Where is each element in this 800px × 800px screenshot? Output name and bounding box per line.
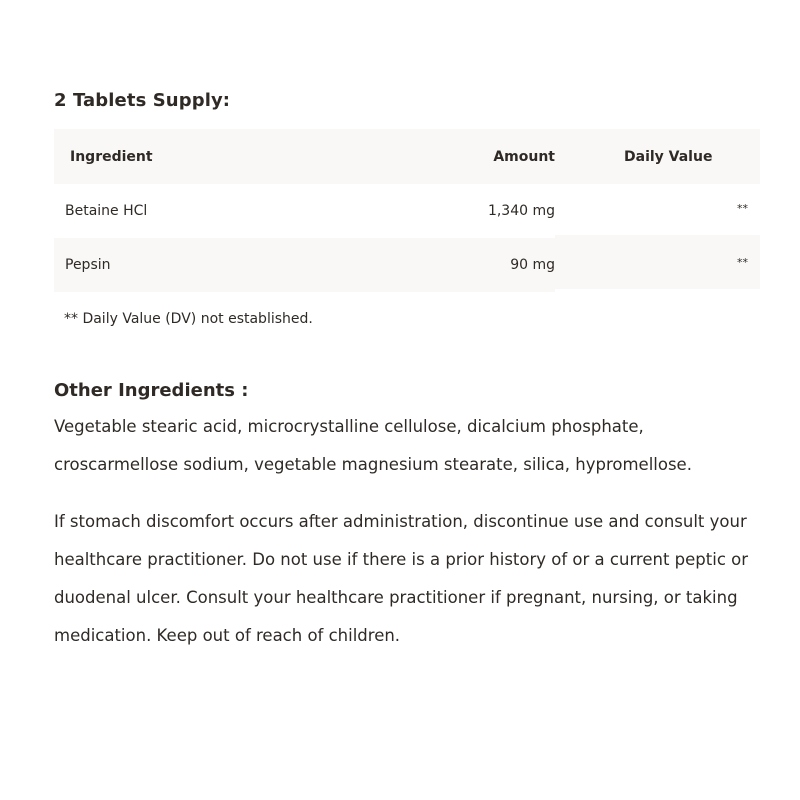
daily-value-footnote: ** Daily Value (DV) not established. [64,311,313,327]
ingredient-name: Pepsin [54,238,475,292]
warning-text: If stomach discomfort occurs after administration, discontinue use and consult your healthcare practitioner. Do not use if there is a prior history of or a current peptic or duodenal ulcer. Consult your healthcare practitioner if pregnant, nursing, or taking medication. Keep out of reach of children. [54,512,749,645]
column-header-ingredient: Ingredient [54,129,475,184]
other-ingredients-title: Other Ingredients : [54,380,249,401]
supplement-facts-section [54,88,760,655]
ingredient-amount: 90 mg [475,238,555,292]
table-row [54,184,760,238]
table-header-row [54,129,760,184]
table-row [54,238,760,292]
other-ingredients-text: Vegetable stearic acid, microcrystalline cellulose, dicalcium phosphate, croscarmellose sodium, vegetable magnesium stearate, silica, hypromellose. [54,417,692,474]
ingredient-daily-value: ** [555,235,760,289]
ingredients-table [54,129,760,292]
ingredient-daily-value: ** [737,201,748,215]
column-header-daily-value: Daily Value [555,129,760,184]
column-header-amount: Amount [475,129,555,184]
supply-title: 2 Tablets Supply: [54,90,231,111]
ingredient-name: Betaine HCl [65,203,148,219]
ingredient-amount: 1,340 mg [487,203,555,219]
